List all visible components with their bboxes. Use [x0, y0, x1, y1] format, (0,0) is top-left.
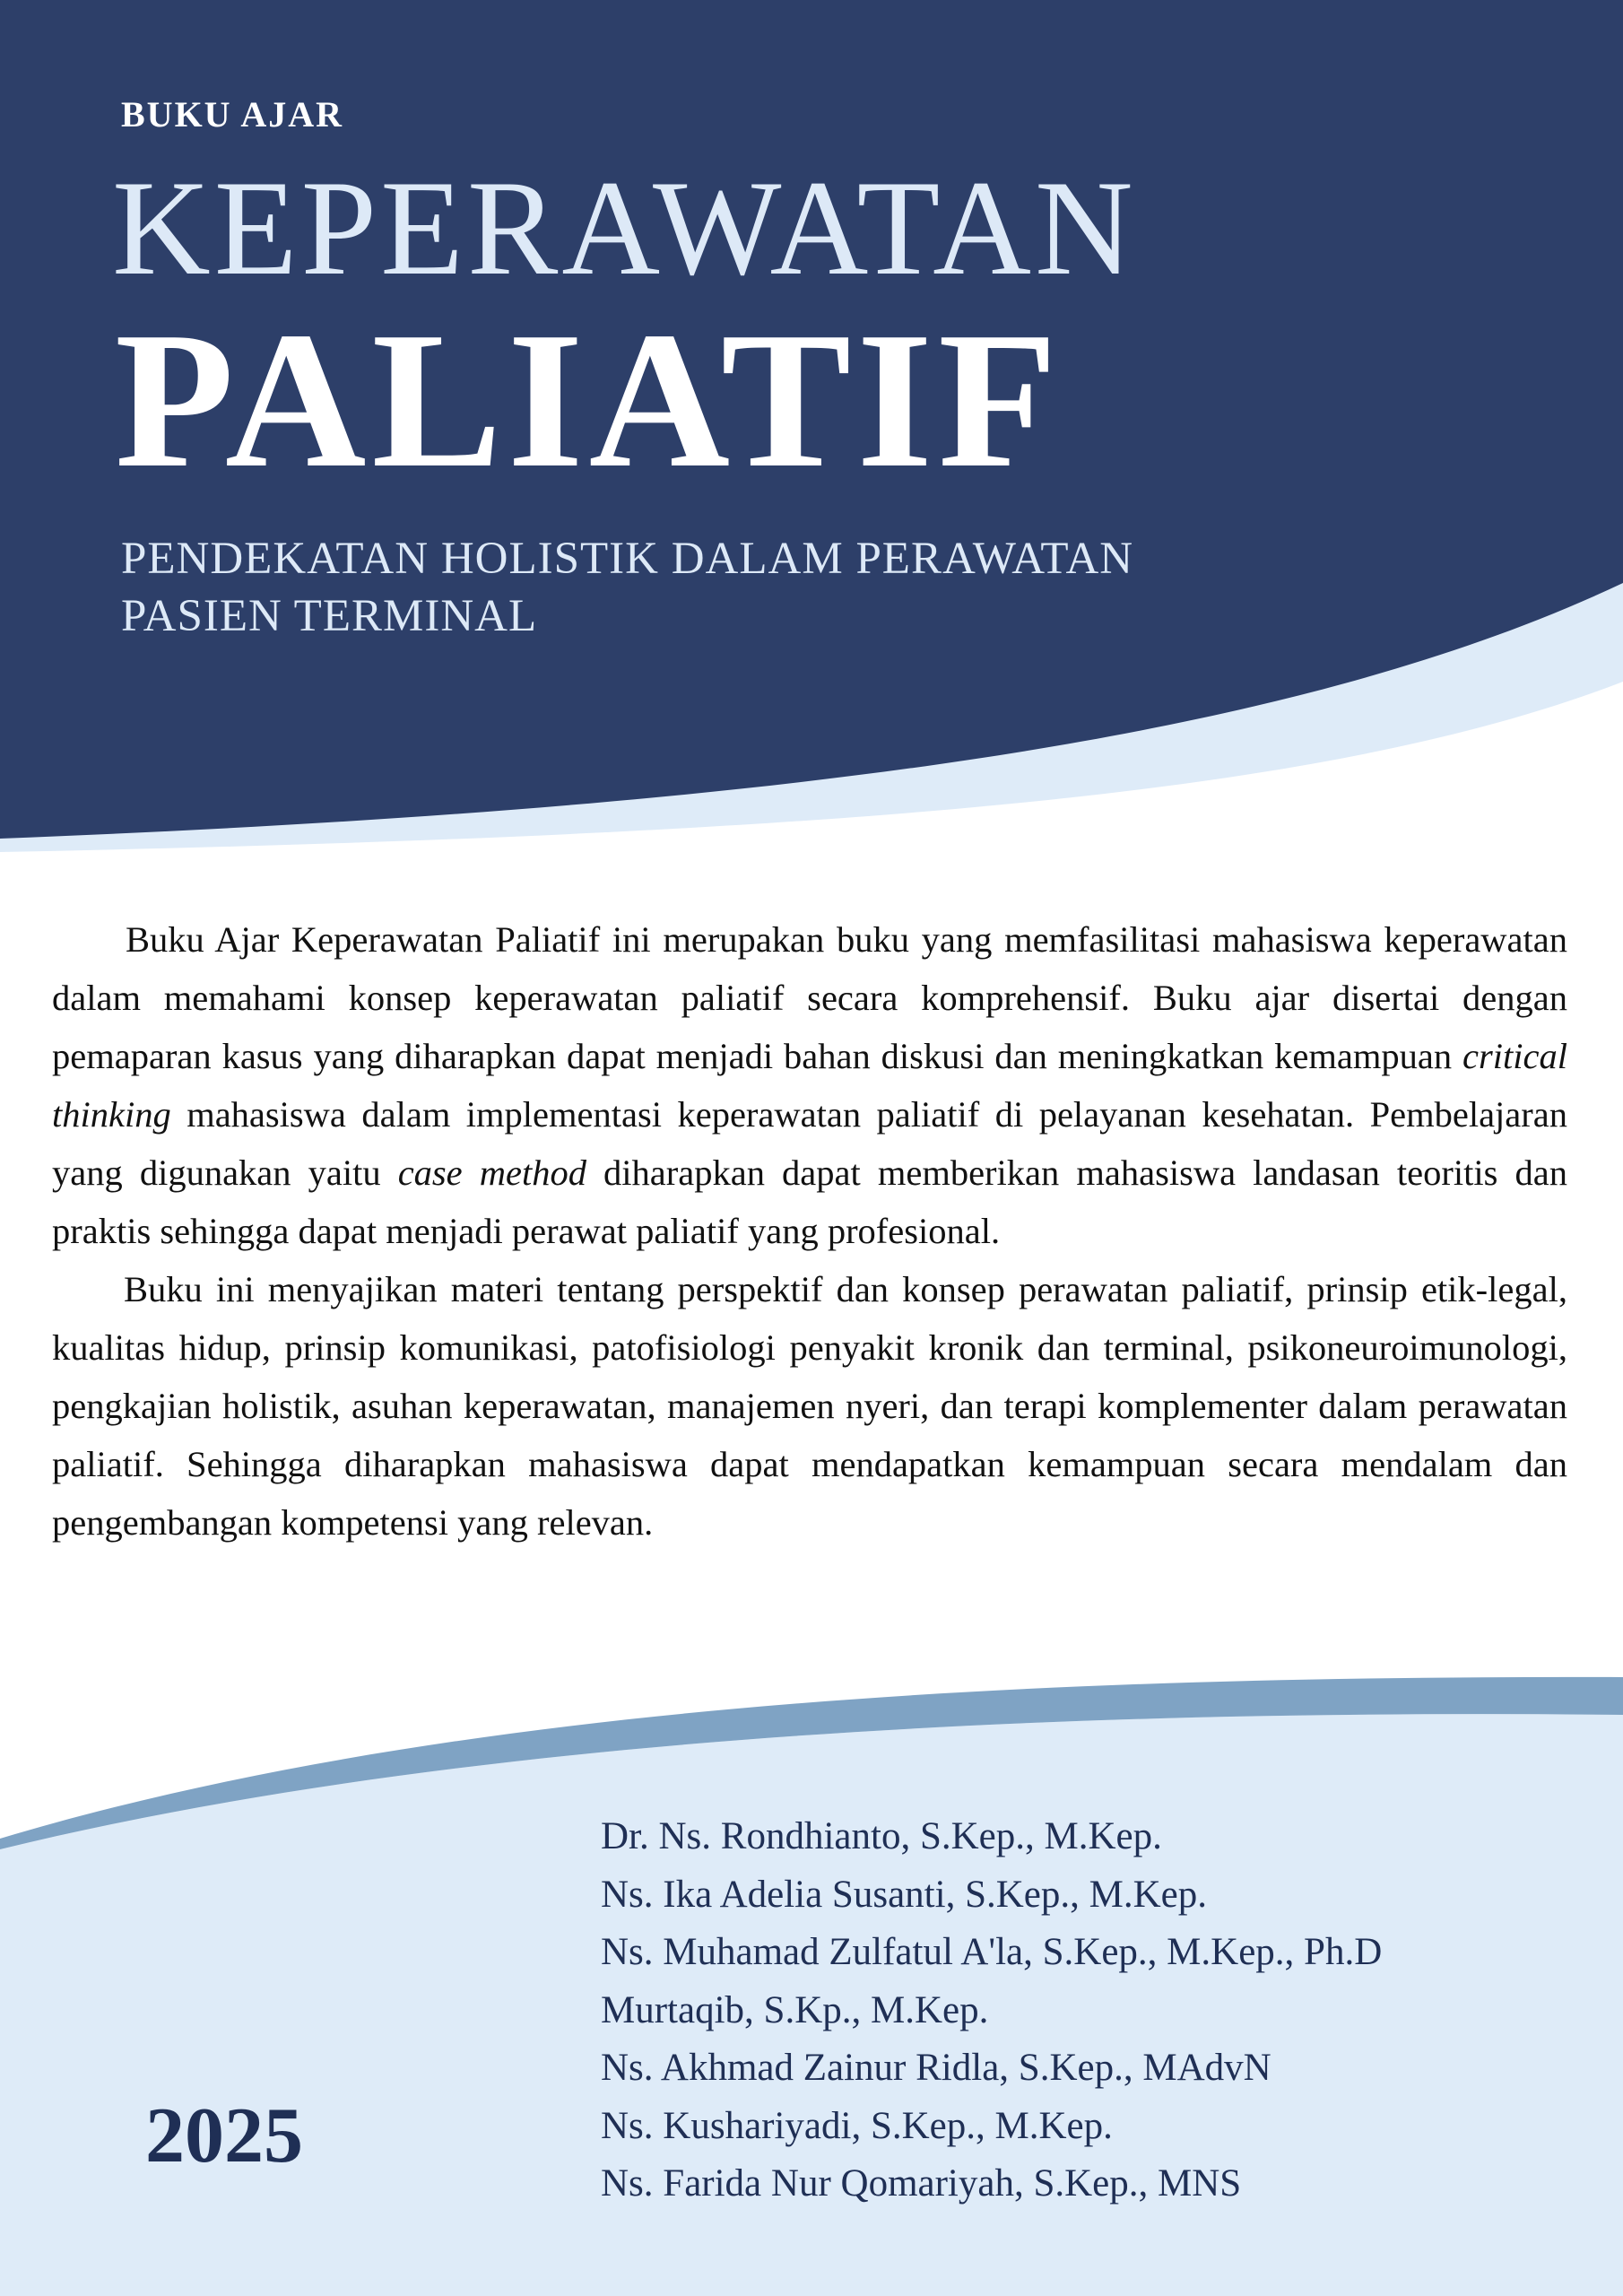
description-p1-emphasis-1: critical thinking — [52, 1036, 1567, 1135]
book-title-line-1: KEPERAWATAN — [112, 152, 1137, 303]
book-title-line-2: PALIATIF — [115, 292, 1063, 509]
author-name: Ns. Muhamad Zulfatul A'la, S.Kep., M.Kep., Ph.D — [601, 1931, 1383, 1973]
author-name: Ns. Kushariyadi, S.Kep., M.Kep. — [601, 2104, 1113, 2147]
author-name: Ns. Ika Adelia Susanti, S.Kep., M.Kep. — [601, 1873, 1207, 1916]
author-name: Dr. Ns. Rondhianto, S.Kep., M.Kep. — [601, 1815, 1162, 1857]
book-subtitle — [121, 531, 1376, 646]
author-name: Ns. Akhmad Zainur Ridla, S.Kep., MAdvN — [601, 2047, 1271, 2089]
series-label: BUKU AJAR — [121, 94, 344, 135]
description-p1-text-a: Buku Ajar Keperawatan Paliatif ini merupakan buku yang memfasilitasi mahasiswa keperawatan dalam memahami konsep keperawatan paliatif secara komprehensif. Buku ajar disertai dengan pemaparan kasus yang diharapkan dapat menjadi bahan diskusi dan meningkatkan kemampuan — [52, 919, 1567, 1076]
subtitle-line-2: PASIEN TERMINAL — [121, 590, 538, 641]
description-paragraph-2: Buku ini menyajikan materi tentang perspektif dan konsep perawatan paliatif, prinsip etik-legal, kualitas hidup, prinsip komunikasi, patofisiologi penyakit kronik dan terminal, psikoneuroimunologi, pengkajian holistik, asuhan keperawatan, manajemen nyeri, dan terapi komplementer dalam perawatan paliatif. Sehingga diharapkan mahasiswa dapat mendapatkan kemampuan secara mendalam dan pengembangan kompetensi yang relevan. — [52, 1269, 1567, 1543]
description-p1-text-b: mahasiswa dalam implementasi keperawatan paliatif di pelayanan kesehatan. Pembelajaran yang digunakan yaitu — [52, 1094, 1567, 1193]
publication-year: 2025 — [145, 2092, 303, 2179]
author-name: Murtaqib, S.Kp., M.Kep. — [601, 1988, 989, 2031]
description-p1-text-c: diharapkan dapat memberikan mahasiswa landasan teoritis dan praktis sehingga dapat menjadi perawat paliatif yang profesional. — [52, 1152, 1567, 1251]
description-paragraph-1 — [52, 910, 1567, 1260]
author-list — [601, 1808, 1605, 2213]
subtitle-line-1: PENDEKATAN HOLISTIK DALAM PERAWATAN — [121, 534, 1134, 584]
description-p1-emphasis-2: case method — [397, 1152, 586, 1193]
author-name: Ns. Farida Nur Qomariyah, S.Kep., MNS — [601, 2162, 1242, 2205]
book-description — [52, 910, 1567, 1552]
